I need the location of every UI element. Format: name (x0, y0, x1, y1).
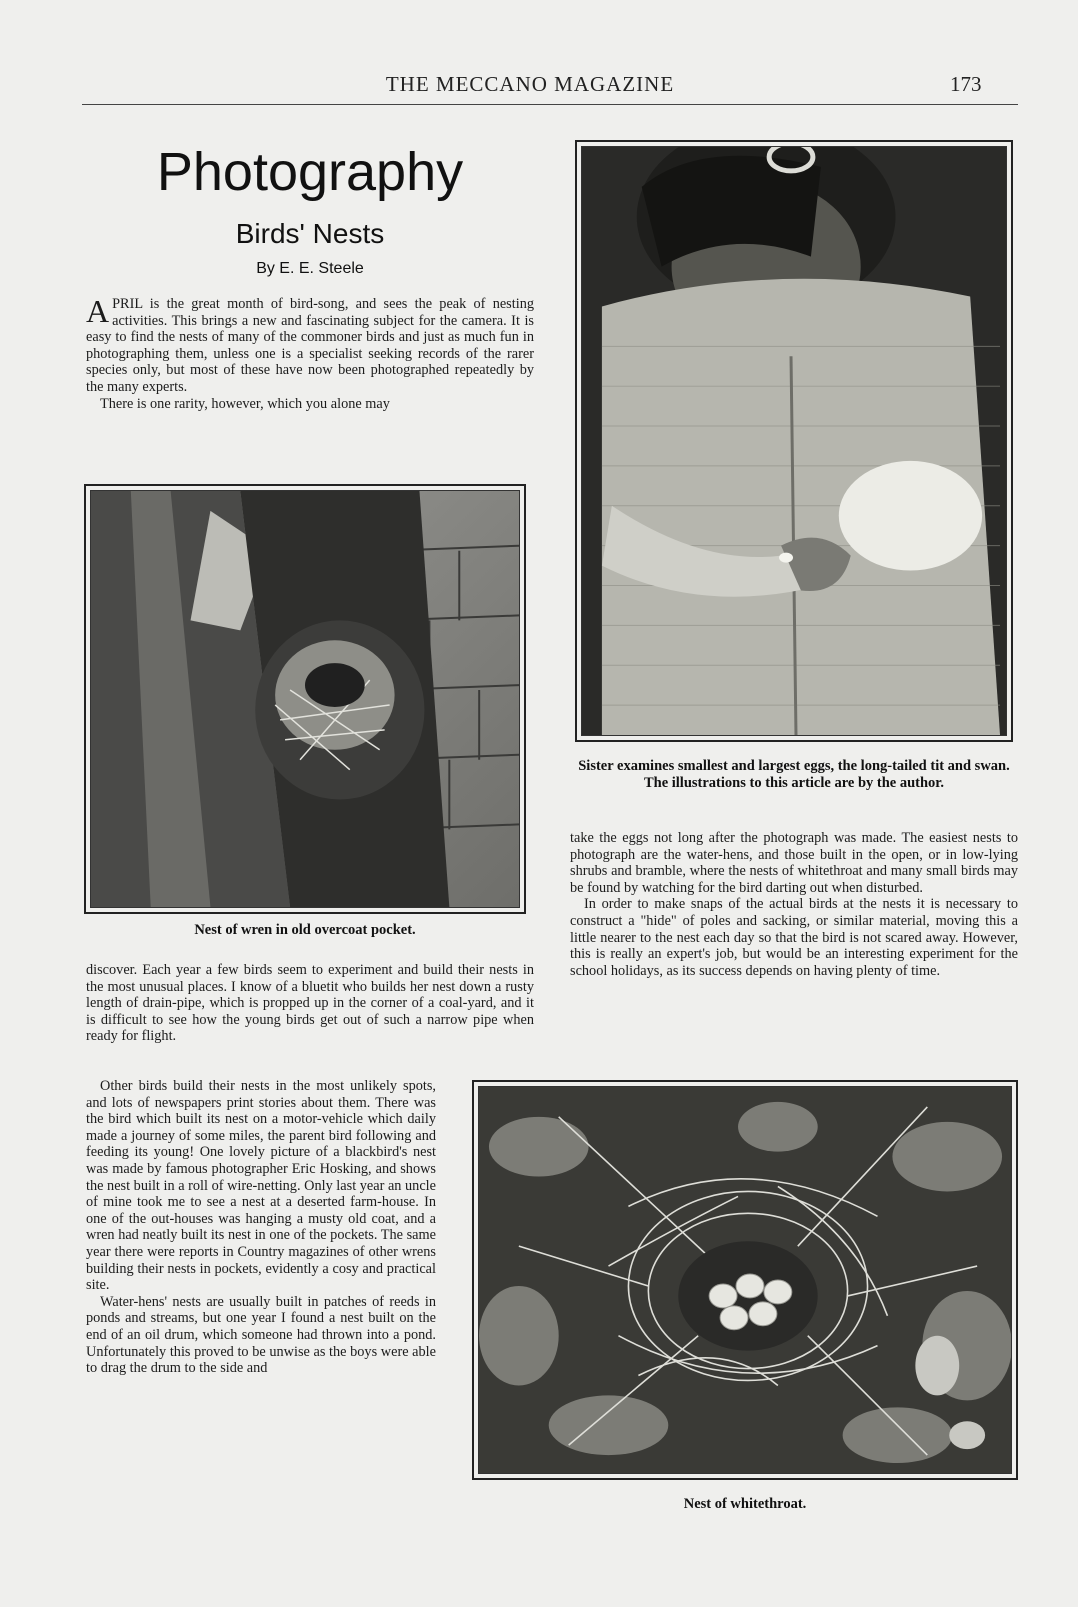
sister-eggs-photo (575, 140, 1013, 742)
header-rule (82, 104, 1018, 105)
intro-text (86, 293, 534, 412)
drop-cap: A (86, 293, 110, 329)
column2-paragraph-1: take the eggs not long after the photograph was made. The easiest nests to photograph are the water-hens, and those built in the open, or in low-lying shrubs and bramble, where the nests of whitethroat and many small birds may be found by watching for the bird darting out when disturbed. (570, 830, 1018, 896)
column1-paragraph-2: Other birds build their nests in the most unlikely spots, and lots of newspapers print stories about them. There was the bird which built its nest on a motor-vehicle which daily made a journey of some miles, the parent bird following and feeding its young! One lovely picture of a blackbird's nest was made by famous photographer Eric Hosking, and shows the nest built in a roll of wire-netting. Only last year an uncle of mine took me to see a nest at a deserted farm-house. In one of the out-houses was hanging a musty old coat, and a wren had neatly built its nest in one of the pockets. The same year there were reports in Country magazines of other wrens building their nests in pockets, evidently a cosy and practical site. (86, 1078, 436, 1294)
sister-eggs-photo-image (582, 147, 1006, 735)
column2-text (570, 830, 1018, 979)
article-byline: By E. E. Steele (256, 260, 364, 277)
wren-nest-photo-image (91, 491, 519, 907)
intro-paragraph-2: There is one rarity, however, which you alone may (100, 395, 390, 412)
column2-paragraph-2: In order to make snaps of the actual birds at the nests it is necessary to construct a "hide" of poles and sacking, or similar material, moving this a little nearer to the nest each day so that the bird is not scared away. However, this is really an expert's job, but would be an interesting experiment for the school holidays, as its success depends on having plenty of time. (570, 896, 1018, 979)
article-title: Photography (156, 142, 464, 202)
whitethroat-nest-photo-image (479, 1087, 1011, 1473)
wren-photo-caption: Nest of wren in old overcoat pocket. (194, 922, 416, 938)
page-number: 173 (950, 72, 982, 96)
intro-paragraph-1 (86, 293, 534, 396)
wren-nest-photo (84, 484, 526, 914)
whitethroat-nest-photo (472, 1080, 1018, 1480)
column1-paragraph-3: Water-hens' nests are usually built in patches of reeds in ponds and streams, but one year I found a nest built on the end of an oil drum, which someone had thrown into a pond. Unfortunately this proved to be unwise as the boys were able to drag the drum to the side and (86, 1293, 436, 1377)
column1-text-narrow (86, 1078, 436, 1377)
magazine-header-title: THE MECCANO MAGAZINE (385, 72, 675, 96)
whitethroat-photo-caption: Nest of whitethroat. (683, 1496, 807, 1512)
column1-text-wide (86, 962, 534, 1045)
intro-paragraph-1-text: PRIL is the great month of bird-song, and sees the peak of nesting activities. This brings a new and fascinating subject for the camera. It is easy to find the nests of many of the commoner birds and just as much fun in photographing them, unless one is a specialist seeking records of the rarer species only, but most of these have now been photographed repeatedly by the many experts. (86, 296, 534, 395)
article-subtitle: Birds' Nests (235, 218, 385, 249)
sister-photo-caption: Sister examines smallest and largest eggs, the long-tailed tit and swan. The illustrations to this article are by the author. (578, 758, 1010, 791)
column1-paragraph-1: discover. Each year a few birds seem to experiment and build their nests in the most unusual places. I know of a bluetit who builds her nest down a rusty length of drain-pipe, which is propped up in the corner of a coal-yard, and it is difficult to see how the young birds get out of such a narrow pipe when ready for flight. (86, 962, 534, 1045)
